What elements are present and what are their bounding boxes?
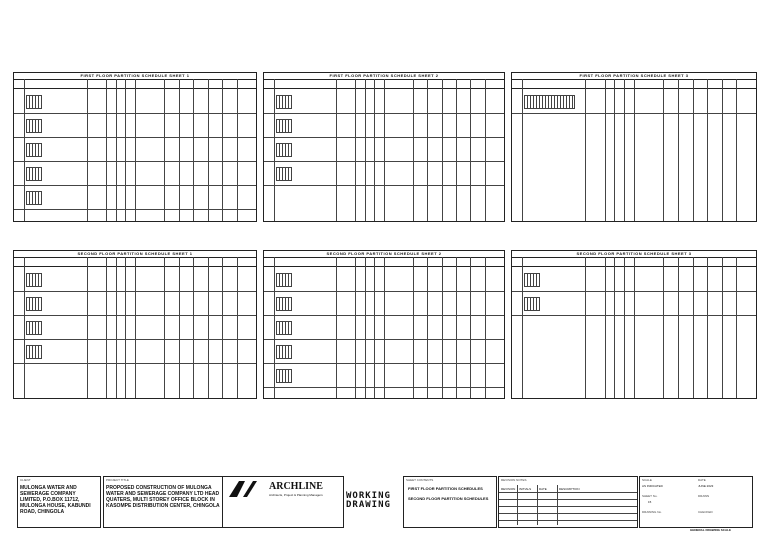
firm-sub: Architects, Project & Planning Managers bbox=[269, 493, 323, 497]
grid-column-line bbox=[663, 79, 664, 221]
grid-column-line bbox=[355, 79, 356, 221]
grid-column-line bbox=[222, 257, 223, 398]
schedule-title: SECOND FLOOR PARTITION SCHEDULE SHEET 2 bbox=[326, 251, 442, 256]
grid-column-line bbox=[470, 79, 471, 221]
grid-column-line bbox=[193, 79, 194, 221]
revision-column-line bbox=[517, 485, 518, 525]
partition-elevation-drawing bbox=[276, 143, 292, 157]
revision-label: REVISION NOTES bbox=[501, 478, 527, 482]
grid-column-line bbox=[442, 257, 443, 398]
grid-column-line bbox=[442, 79, 443, 221]
grid-column-line bbox=[736, 257, 737, 398]
grid-row-line bbox=[14, 339, 256, 340]
grid-column-line bbox=[374, 257, 375, 398]
grid-row-line bbox=[264, 363, 504, 364]
grid-column-line bbox=[222, 79, 223, 221]
grid-column-line bbox=[336, 257, 337, 398]
grid-column-line bbox=[624, 79, 625, 221]
partition-elevation-drawing bbox=[26, 95, 42, 109]
revision-row-line bbox=[499, 520, 637, 521]
grid-column-line bbox=[374, 79, 375, 221]
firm-name: ARCHLINE bbox=[269, 481, 323, 492]
partition-elevation-drawing bbox=[26, 273, 42, 287]
partition-elevation-drawing bbox=[276, 297, 292, 311]
grid-row-line bbox=[264, 161, 504, 162]
scale-value: AS INDICATED bbox=[642, 484, 663, 488]
partition-elevation-drawing bbox=[276, 345, 292, 359]
grid-row-line bbox=[14, 291, 256, 292]
grid-column-line bbox=[663, 257, 664, 398]
partition-elevation-drawing bbox=[524, 95, 575, 109]
grid-column-line bbox=[456, 257, 457, 398]
schedule-sheet-6 bbox=[511, 250, 757, 399]
grid-column-line bbox=[164, 79, 165, 221]
grid-column-line bbox=[456, 79, 457, 221]
schedule-sheet-2 bbox=[263, 72, 505, 222]
grid-row-line bbox=[14, 209, 256, 210]
grid-row-line bbox=[14, 161, 256, 162]
grid-column-line bbox=[237, 257, 238, 398]
grid-row-line bbox=[512, 113, 756, 114]
revision-col-1: REVISION bbox=[501, 487, 516, 491]
grid-column-line bbox=[24, 79, 25, 221]
grid-column-line bbox=[179, 257, 180, 398]
date-value: JUNE 2023 bbox=[698, 484, 714, 488]
revision-column-line bbox=[557, 485, 558, 525]
drawn-label: DRAWN bbox=[698, 494, 710, 498]
grid-row-line bbox=[512, 315, 756, 316]
grid-column-line bbox=[427, 257, 428, 398]
grid-column-line bbox=[736, 79, 737, 221]
grid-column-line bbox=[522, 257, 523, 398]
partition-elevation-drawing bbox=[26, 345, 42, 359]
grid-row-line bbox=[264, 339, 504, 340]
grid-row-line bbox=[264, 291, 504, 292]
date-label: DATE bbox=[698, 478, 706, 482]
grid-column-line bbox=[116, 257, 117, 398]
grid-column-line bbox=[274, 257, 275, 398]
revision-col-4: DESCRIPTION bbox=[559, 487, 580, 491]
scale-label: SCALE bbox=[642, 478, 652, 482]
partition-elevation-drawing bbox=[276, 95, 292, 109]
grid-row-line bbox=[14, 315, 256, 316]
sheet-contents-1: FIRST FLOOR PARTITION SCHEDULES bbox=[408, 486, 483, 491]
grid-column-line bbox=[87, 257, 88, 398]
grid-column-line bbox=[164, 257, 165, 398]
revision-box bbox=[498, 476, 638, 528]
schedule-sheet-4 bbox=[13, 250, 257, 399]
sheet-contents-2: SECOND FLOOR PARTITION SCHEDULES bbox=[408, 496, 489, 501]
grid-column-line bbox=[605, 79, 606, 221]
project-text: PROPOSED CONSTRUCTION OF MULONGA WATER AND SEWERAGE COMPANY LTD HEAD QUATERS, MULTI STOREY OFFICE BLOCK IN KASOMPE DISTRIBUTION CENTER, CHINGOLA bbox=[106, 485, 220, 509]
grid-column-line bbox=[87, 79, 88, 221]
schedule-title: FIRST FLOOR PARTITION SCHEDULE SHEET 2 bbox=[329, 73, 439, 78]
stamp-word: WORKING DRAWING bbox=[346, 491, 391, 510]
grid-column-line bbox=[413, 257, 414, 398]
grid-column-line bbox=[365, 79, 366, 221]
partition-elevation-drawing bbox=[524, 273, 540, 287]
grid-column-line bbox=[707, 257, 708, 398]
revision-column-line bbox=[537, 485, 538, 525]
grid-row-line bbox=[264, 137, 504, 138]
grid-column-line bbox=[634, 257, 635, 398]
grid-column-line bbox=[384, 257, 385, 398]
grid-column-line bbox=[585, 257, 586, 398]
grid-column-line bbox=[116, 79, 117, 221]
grid-column-line bbox=[522, 79, 523, 221]
grid-row-line bbox=[14, 113, 256, 114]
grid-column-line bbox=[106, 257, 107, 398]
schedule-title: FIRST FLOOR PARTITION SCHEDULE SHEET 3 bbox=[579, 73, 689, 78]
grid-column-line bbox=[470, 257, 471, 398]
partition-elevation-drawing bbox=[26, 297, 42, 311]
grid-column-line bbox=[485, 257, 486, 398]
grid-column-line bbox=[693, 79, 694, 221]
sheet-no-value: 15 bbox=[648, 500, 652, 504]
grid-column-line bbox=[179, 79, 180, 221]
revision-row-line bbox=[499, 513, 637, 514]
partition-elevation-drawing bbox=[26, 119, 42, 133]
partition-elevation-drawing bbox=[26, 191, 42, 205]
footer-note: GENERAL DRAWING SCALE bbox=[690, 528, 731, 532]
grid-row-line bbox=[14, 185, 256, 186]
grid-column-line bbox=[24, 257, 25, 398]
grid-column-line bbox=[678, 79, 679, 221]
schedule-title: SECOND FLOOR PARTITION SCHEDULE SHEET 1 bbox=[77, 251, 193, 256]
schedule-title: FIRST FLOOR PARTITION SCHEDULE SHEET 1 bbox=[80, 73, 190, 78]
grid-row-line bbox=[264, 387, 504, 388]
grid-row-line bbox=[14, 363, 256, 364]
archline-logo-icon bbox=[227, 479, 267, 499]
sheet-no-label: SHEET No. bbox=[642, 494, 658, 498]
drawing-no-label: DRAWING No. bbox=[642, 510, 662, 514]
grid-column-line bbox=[125, 79, 126, 221]
schedule-sheet-1 bbox=[13, 72, 257, 222]
drawing-info-box bbox=[639, 476, 753, 528]
revision-col-2: INITIALS bbox=[519, 487, 532, 491]
grid-column-line bbox=[722, 257, 723, 398]
partition-elevation-drawing bbox=[524, 297, 540, 311]
firm-box bbox=[222, 476, 344, 528]
grid-column-line bbox=[336, 79, 337, 221]
grid-column-line bbox=[208, 79, 209, 221]
grid-column-line bbox=[208, 257, 209, 398]
partition-elevation-drawing bbox=[276, 167, 292, 181]
grid-row-line bbox=[512, 291, 756, 292]
client-label: CLIENT bbox=[20, 478, 31, 482]
grid-column-line bbox=[125, 257, 126, 398]
grid-column-line bbox=[722, 79, 723, 221]
grid-column-line bbox=[193, 257, 194, 398]
grid-column-line bbox=[365, 257, 366, 398]
grid-column-line bbox=[678, 257, 679, 398]
project-box bbox=[103, 476, 223, 528]
grid-column-line bbox=[355, 257, 356, 398]
revision-row-line bbox=[499, 506, 637, 507]
grid-column-line bbox=[135, 79, 136, 221]
sheet-contents-box bbox=[403, 476, 497, 528]
revision-row-line bbox=[499, 492, 637, 493]
revision-col-3: DATE bbox=[539, 487, 547, 491]
grid-row-line bbox=[264, 113, 504, 114]
grid-column-line bbox=[693, 257, 694, 398]
grid-column-line bbox=[135, 257, 136, 398]
grid-row-line bbox=[14, 137, 256, 138]
grid-column-line bbox=[605, 257, 606, 398]
partition-elevation-drawing bbox=[276, 273, 292, 287]
revision-row-line bbox=[499, 499, 637, 500]
schedule-title: SECOND FLOOR PARTITION SCHEDULE SHEET 3 bbox=[576, 251, 692, 256]
sheet-contents-label: SHEET CONTENTS bbox=[406, 478, 434, 482]
grid-column-line bbox=[237, 79, 238, 221]
client-text: MULONGA WATER AND SEWERAGE COMPANY LIMITED, P.O.BOX 11712, MULONGA HOUSE, KABUNDI ROAD, CHINGOLA bbox=[20, 485, 91, 515]
schedule-sheet-3 bbox=[511, 72, 757, 222]
partition-elevation-drawing bbox=[26, 321, 42, 335]
partition-elevation-drawing bbox=[276, 119, 292, 133]
partition-elevation-drawing bbox=[26, 167, 42, 181]
partition-elevation-drawing bbox=[276, 321, 292, 335]
grid-column-line bbox=[707, 79, 708, 221]
grid-column-line bbox=[624, 257, 625, 398]
grid-column-line bbox=[585, 79, 586, 221]
grid-column-line bbox=[413, 79, 414, 221]
grid-column-line bbox=[614, 257, 615, 398]
grid-column-line bbox=[106, 79, 107, 221]
project-label: PROJECT TITLE bbox=[106, 478, 129, 482]
partition-elevation-drawing bbox=[26, 143, 42, 157]
checked-label: CHECKED bbox=[698, 510, 713, 514]
grid-column-line bbox=[384, 79, 385, 221]
grid-column-line bbox=[274, 79, 275, 221]
grid-row-line bbox=[264, 315, 504, 316]
partition-elevation-drawing bbox=[276, 369, 292, 383]
grid-column-line bbox=[427, 79, 428, 221]
grid-row-line bbox=[264, 185, 504, 186]
grid-column-line bbox=[634, 79, 635, 221]
client-box bbox=[17, 476, 101, 528]
working-drawing-stamp bbox=[344, 476, 400, 526]
schedule-sheet-5 bbox=[263, 250, 505, 399]
grid-column-line bbox=[485, 79, 486, 221]
grid-column-line bbox=[614, 79, 615, 221]
